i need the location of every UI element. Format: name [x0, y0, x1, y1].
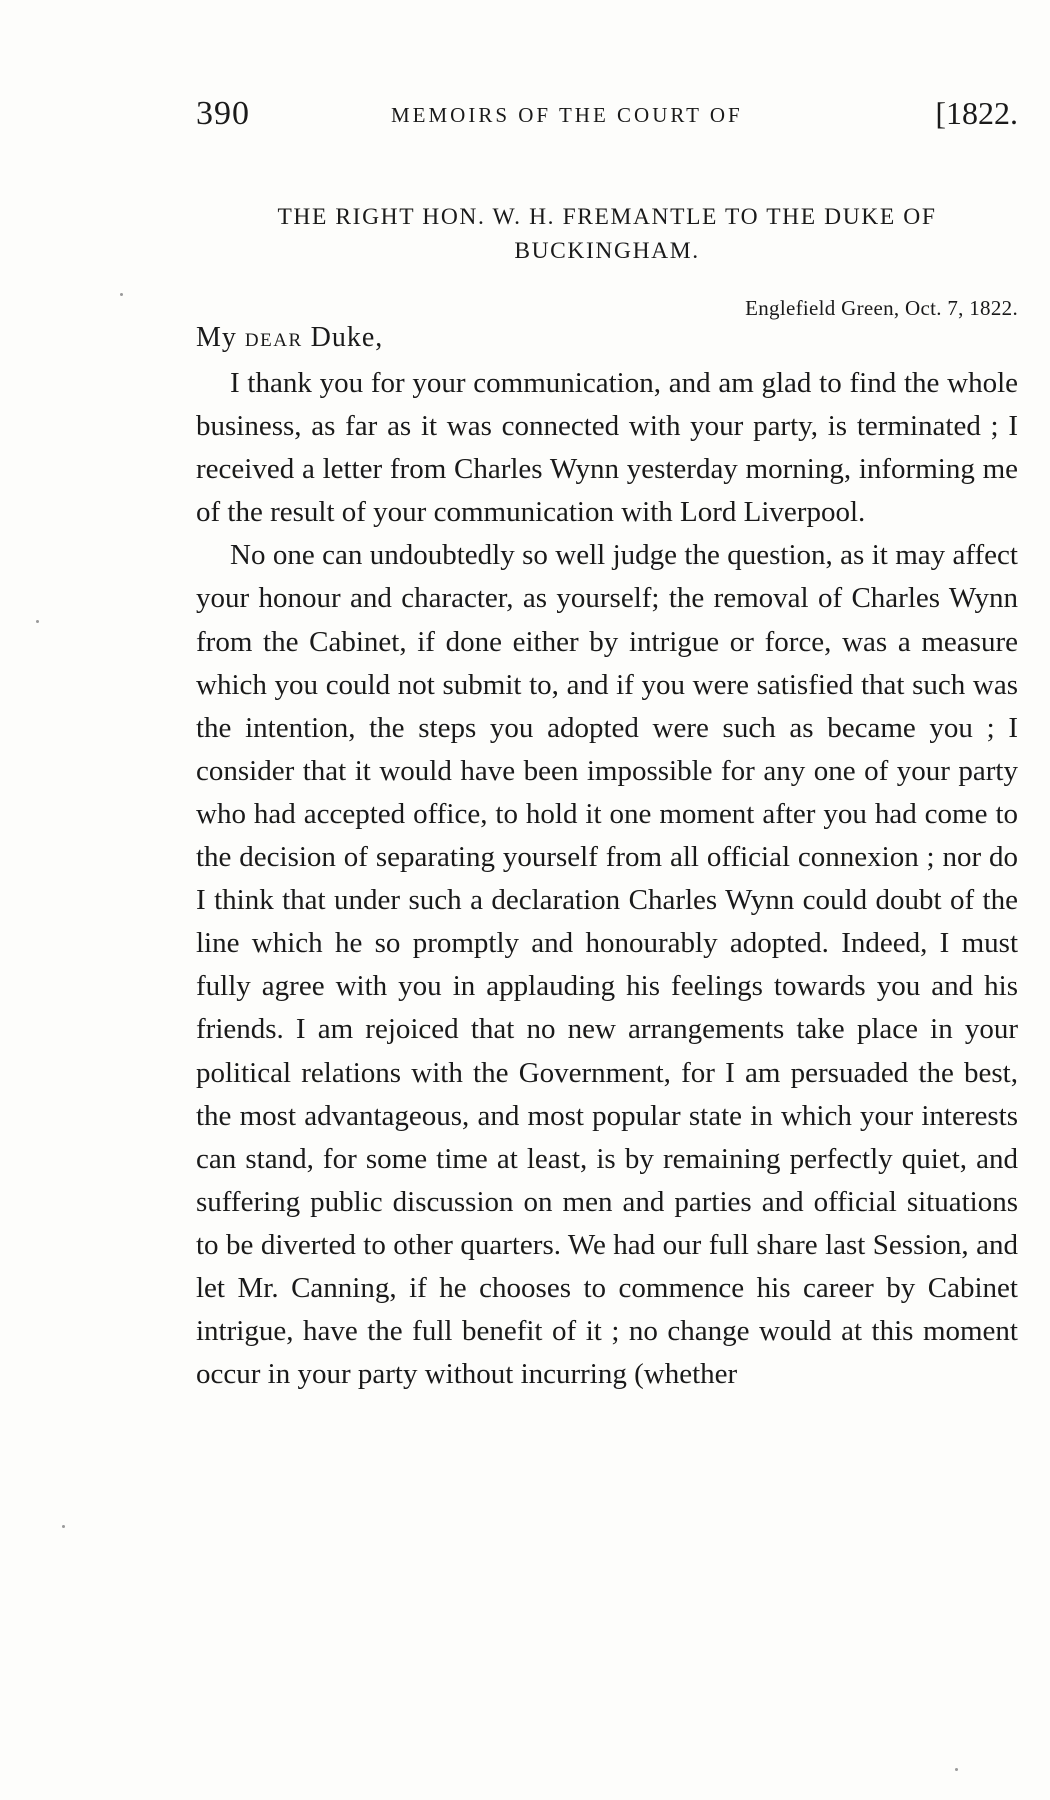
- salutation-duke: Duke,: [310, 322, 384, 353]
- letter-heading: THE RIGHT HON. W. H. FREMANTLE TO THE DUKE OF BUCKINGHAM.: [277, 204, 937, 264]
- scan-speck: [120, 293, 123, 296]
- letter-paragraph-2: No one can undoubtedly so well judge the question, as it may affect your honour and character, as yourself; the removal of Charles Wynn from the Cabinet, if done either by intrigue or force, was a measure which you could not submit to, and if you were satisfied that such was the intention, the steps you adopted were such as became you ; I consider that it would have been impossible for any one of your party who had accepted office, to hold it one moment after you had come to the decision of separating yourself from all official connexion ; nor do I think that under such a declaration Charles Wynn could doubt of the line which he so promptly and honourably adopted. Indeed, I must fully agree with you in applauding his feelings towards you and his friends. I am rejoiced that no new arrangements take place in your political relations with the Government, for I am persuaded the best, the most advantageous, and most popular state in which your interests can stand, for some time at least, is by remaining perfectly quiet, and suffering public discussion on men and parties and official situations to be diverted to other quarters. We had our full share last Session, and let Mr. Canning, if he chooses to commence his career by Cabinet intrigue, have the full benefit of it ; no change would at this moment occur in your party without incurring (whether: [196, 539, 1018, 1391]
- scan-speck: [955, 1768, 958, 1771]
- letter-dateline: Englefield Green, Oct. 7, 1822.: [745, 296, 1018, 320]
- scan-speck: [62, 1525, 65, 1528]
- running-title: MEMOIRS OF THE COURT OF: [391, 103, 743, 127]
- page-number: 390: [196, 95, 250, 132]
- scan-speck: [36, 620, 39, 623]
- letter-salutation: [196, 322, 383, 354]
- salutation-dear: DEAR: [244, 330, 303, 351]
- running-year: [1822.: [935, 95, 1018, 131]
- running-head: [196, 95, 1018, 135]
- letter-paragraph-1: I thank you for your communication, and am glad to find the whole business, as far as it was connected with your party, is terminated ; I received a letter from Charles Wynn yesterday morning, informing me of the result of your communication with Lord Liverpool.: [196, 367, 1018, 529]
- salutation-my: My: [196, 322, 237, 353]
- letter-body: [196, 362, 1018, 1396]
